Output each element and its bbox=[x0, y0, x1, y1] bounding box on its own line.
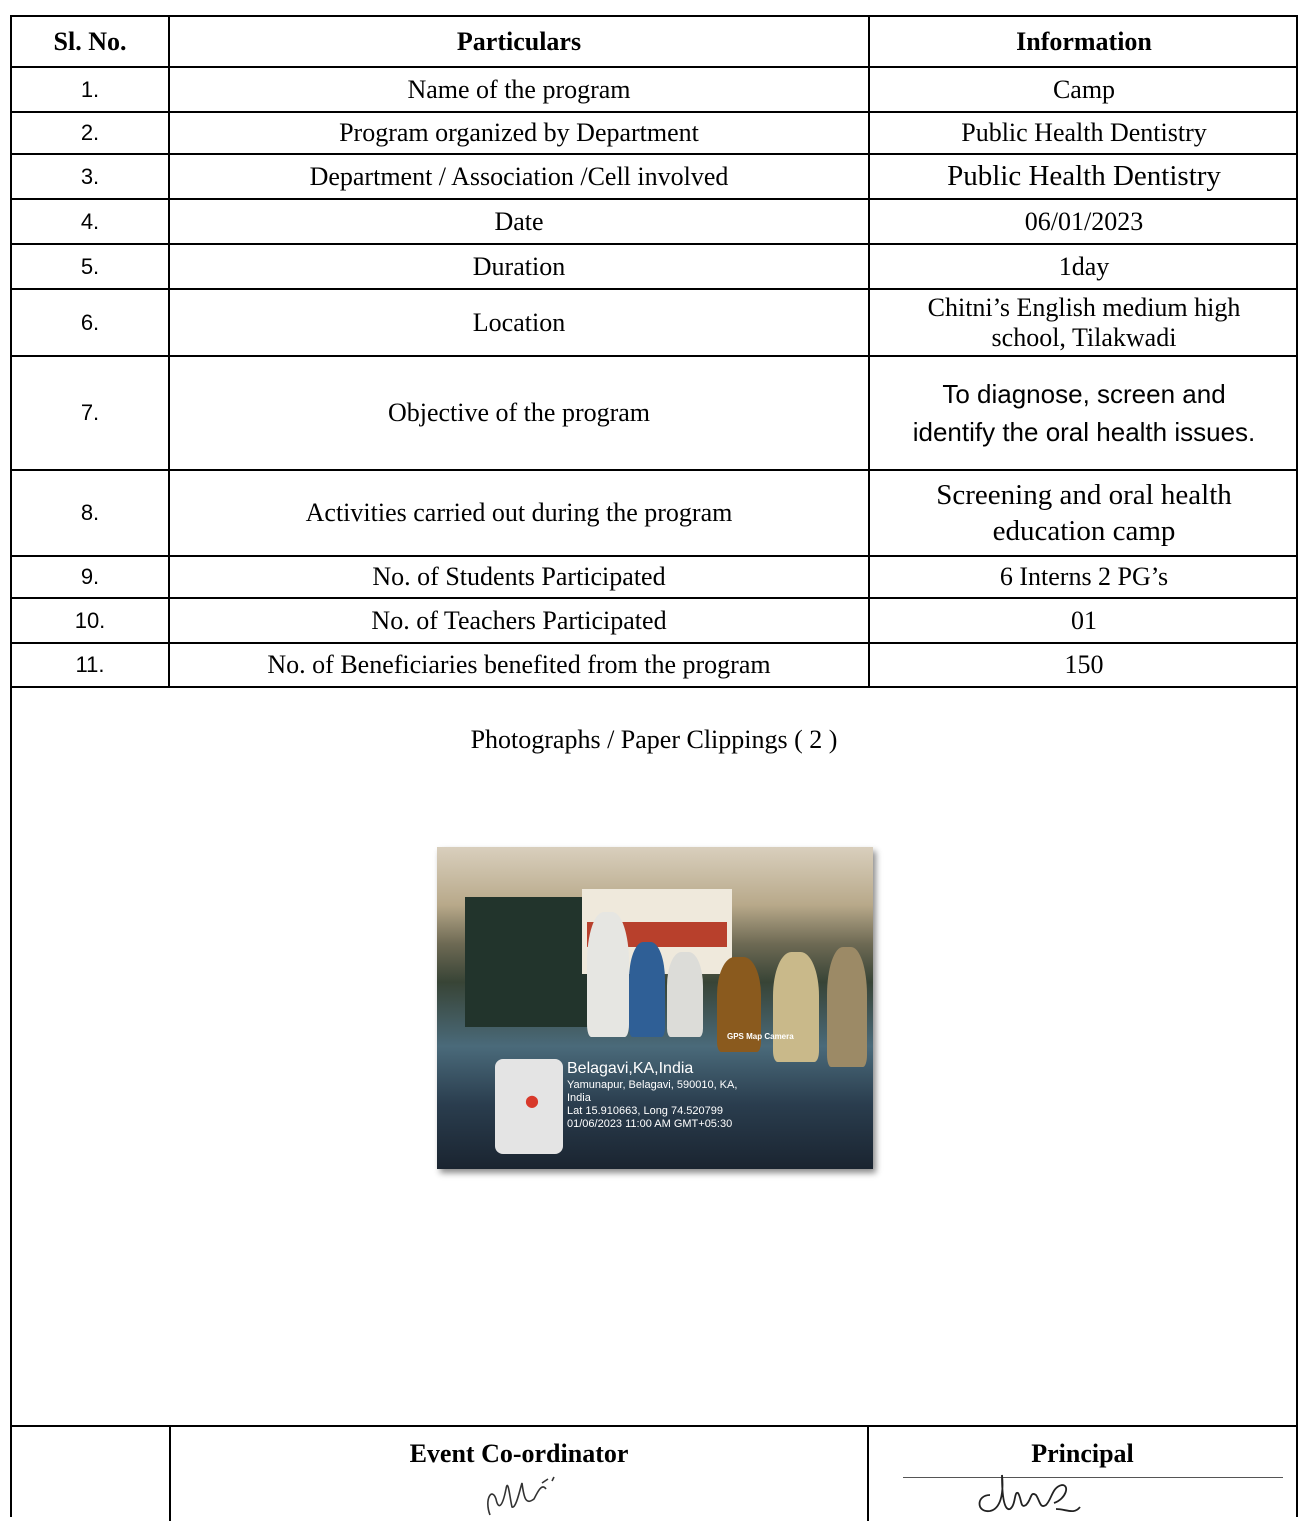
row-particular: Department / Association /Cell involved bbox=[169, 154, 869, 199]
report-page bbox=[10, 15, 1298, 1517]
event-coordinator-label: Event Co-ordinator bbox=[409, 1439, 629, 1468]
person-shape bbox=[827, 947, 867, 1067]
coordinator-signature bbox=[482, 1469, 592, 1521]
gps-overlay bbox=[567, 1059, 807, 1154]
table-row bbox=[12, 244, 1298, 289]
row-info bbox=[869, 356, 1298, 470]
row-sl-no: 4. bbox=[12, 199, 169, 244]
row-particular: Location bbox=[169, 289, 869, 356]
row-sl-no: 11. bbox=[12, 643, 169, 687]
table-row bbox=[12, 199, 1298, 244]
gps-tag: GPS Map Camera bbox=[727, 1032, 794, 1041]
row-particular: Program organized by Department bbox=[169, 112, 869, 154]
header-particulars: Particulars bbox=[169, 17, 869, 67]
row-sl-no: 3. bbox=[12, 154, 169, 199]
row-info bbox=[869, 289, 1298, 356]
photographs-section bbox=[12, 684, 1296, 1425]
table-row bbox=[12, 289, 1298, 356]
row-info-line: school, Tilakwadi bbox=[991, 322, 1177, 352]
row-info-line: Screening and oral health bbox=[936, 479, 1232, 511]
camp-photo bbox=[437, 847, 873, 1169]
row-info: 01 bbox=[869, 598, 1298, 643]
table-row bbox=[12, 356, 1298, 470]
row-particular: Objective of the program bbox=[169, 356, 869, 470]
row-info: 06/01/2023 bbox=[869, 199, 1298, 244]
row-sl-no: 2. bbox=[12, 112, 169, 154]
photographs-heading: Photographs / Paper Clippings ( 2 ) bbox=[470, 725, 838, 754]
header-information: Information bbox=[869, 17, 1298, 67]
row-particular: No. of Students Participated bbox=[169, 556, 869, 598]
principal-signature bbox=[970, 1465, 1110, 1521]
row-info bbox=[869, 470, 1298, 556]
row-particular: No. of Beneficiaries benefited from the program bbox=[169, 643, 869, 687]
row-info: 1day bbox=[869, 244, 1298, 289]
row-info-line: Chitni’s English medium high bbox=[927, 292, 1241, 322]
row-info: Public Health Dentistry bbox=[869, 154, 1298, 199]
row-particular: Duration bbox=[169, 244, 869, 289]
table-row bbox=[12, 112, 1298, 154]
table-row bbox=[12, 643, 1298, 687]
signature-footer bbox=[12, 1425, 1296, 1521]
overlay-address-line: India bbox=[567, 1092, 591, 1104]
location-pin-icon: ● bbox=[525, 1091, 539, 1110]
person-shape bbox=[773, 952, 819, 1062]
table-header-row bbox=[12, 17, 1298, 67]
row-info-line: identify the oral health issues. bbox=[912, 417, 1256, 447]
row-info: Camp bbox=[869, 67, 1298, 112]
row-particular: No. of Teachers Participated bbox=[169, 598, 869, 643]
table-row bbox=[12, 67, 1298, 112]
row-particular: Date bbox=[169, 199, 869, 244]
principal-label: Principal bbox=[1031, 1439, 1134, 1468]
row-sl-no: 5. bbox=[12, 244, 169, 289]
row-info: Public Health Dentistry bbox=[869, 112, 1298, 154]
overlay-coordinates: Lat 15.910663, Long 74.520799 bbox=[567, 1105, 723, 1117]
row-info: 6 Interns 2 PG’s bbox=[869, 556, 1298, 598]
row-sl-no: 8. bbox=[12, 470, 169, 556]
row-sl-no: 10. bbox=[12, 598, 169, 643]
header-sl-no: Sl. No. bbox=[12, 17, 169, 67]
table-row bbox=[12, 470, 1298, 556]
person-shape bbox=[587, 912, 629, 1037]
row-sl-no: 7. bbox=[12, 356, 169, 470]
person-shape bbox=[667, 952, 703, 1037]
row-sl-no: 9. bbox=[12, 556, 169, 598]
row-info: 150 bbox=[869, 643, 1298, 687]
table-row bbox=[12, 154, 1298, 199]
row-info-line: To diagnose, screen and bbox=[942, 379, 1226, 409]
row-sl-no: 6. bbox=[12, 289, 169, 356]
row-info-line: education camp bbox=[992, 515, 1176, 547]
overlay-place: Belagavi,KA,India bbox=[567, 1060, 694, 1077]
overlay-address-line: Yamunapur, Belagavi, 590010, KA, bbox=[567, 1079, 738, 1091]
row-particular: Activities carried out during the program bbox=[169, 470, 869, 556]
row-particular: Name of the program bbox=[169, 67, 869, 112]
table-row bbox=[12, 556, 1298, 598]
table-row bbox=[12, 598, 1298, 643]
row-sl-no: 1. bbox=[12, 67, 169, 112]
program-details-table bbox=[12, 17, 1298, 688]
person-shape bbox=[629, 942, 665, 1037]
overlay-datetime: 01/06/2023 11:00 AM GMT+05:30 bbox=[567, 1118, 733, 1130]
